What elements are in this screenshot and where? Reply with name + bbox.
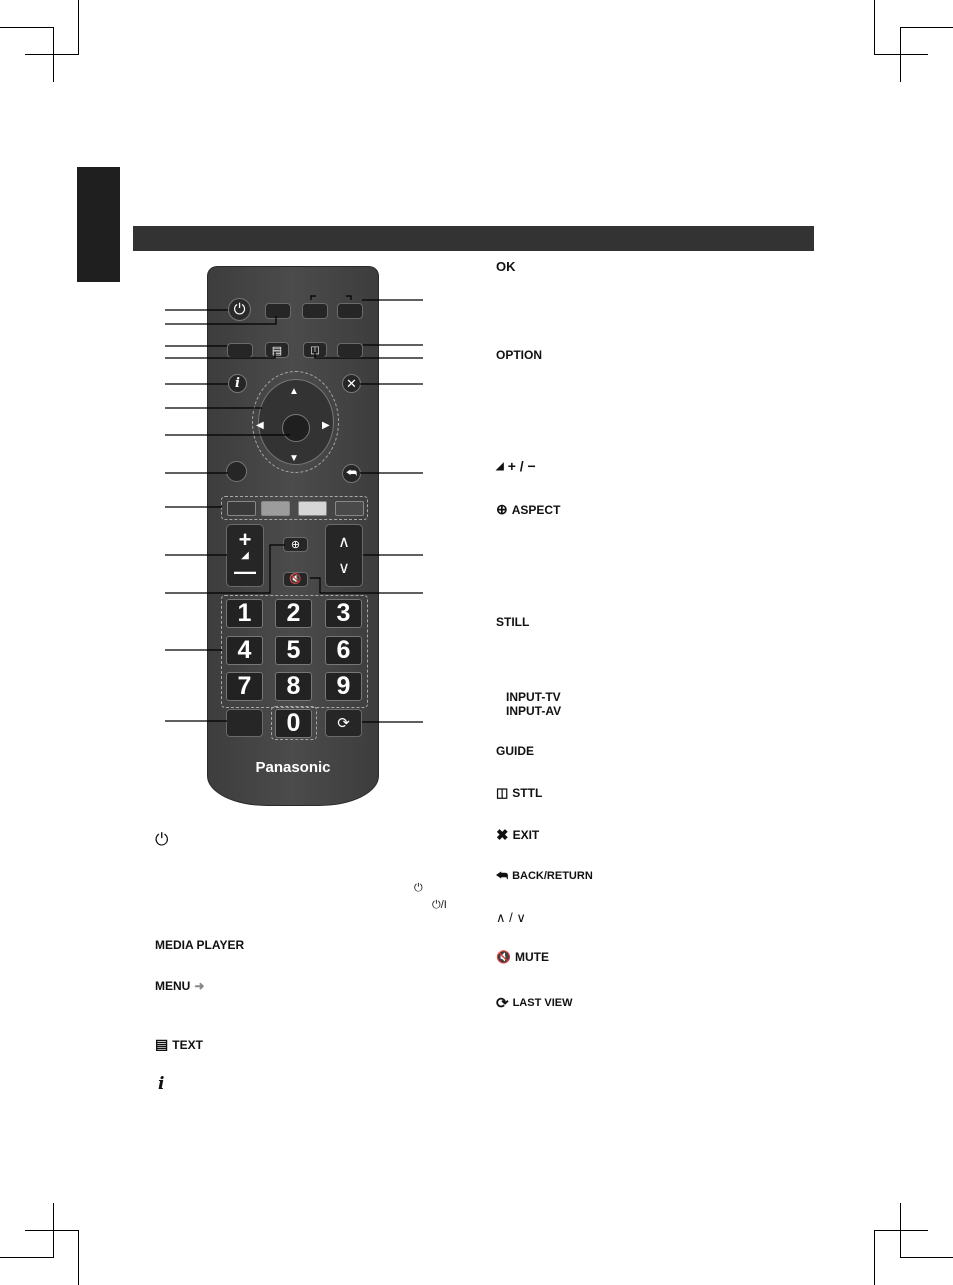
label-aspect [496, 501, 560, 518]
info-icon: i [235, 376, 240, 391]
label-mute-text: MUTE [514, 950, 549, 964]
arrow-right-icon: ➜ [194, 979, 205, 993]
last-view-icon: ⟳ [337, 715, 350, 732]
label-exit [496, 826, 539, 844]
back-return-icon: ⮪ [345, 466, 358, 480]
label-exit-text: EXIT [512, 828, 540, 842]
label-last-view [496, 994, 572, 1012]
volume-wedge-icon: ◢ [496, 460, 504, 472]
number-key-8[interactable]: 8 [275, 672, 312, 701]
number-key-3[interactable]: 3 [325, 599, 362, 628]
label-menu [155, 979, 204, 993]
number-key-6[interactable]: 6 [325, 636, 362, 665]
label-input-av: INPUT-AV [506, 704, 562, 718]
label-media-player: MEDIA PLAYER [155, 938, 245, 952]
label-ok: OK [496, 259, 516, 274]
number-key-7[interactable]: 7 [226, 672, 263, 701]
aspect-icon: ⊕ [496, 501, 508, 517]
channel-up-icon: ∧ [338, 533, 350, 551]
exit-icon: ✕ [346, 375, 357, 391]
label-sttl [496, 785, 542, 801]
aspect-icon: ⊕ [290, 539, 301, 551]
mute-icon: 🔇 [496, 950, 511, 964]
label-volume [496, 458, 536, 474]
standby-switch-symbol: ⏻/I [432, 899, 447, 911]
label-option: OPTION [496, 348, 543, 362]
cursor-left-icon[interactable]: ◀ [256, 420, 264, 431]
volume-down-icon: — [234, 558, 256, 584]
subtitle-icon: ◫ [496, 785, 509, 800]
subtitle-icon: ◫ [310, 344, 320, 356]
brand-logo: Panasonic [255, 759, 331, 776]
label-aspect-text: ASPECT [511, 502, 561, 517]
last-view-icon: ⟳ [496, 995, 509, 1012]
label-input-tv: INPUT-TV [506, 690, 561, 704]
label-back-return-text: BACK/RETURN [512, 870, 593, 882]
label-menu-text: MENU [155, 979, 191, 993]
cursor-right-icon[interactable]: ▶ [322, 420, 330, 431]
label-last-view-text: LAST VIEW [512, 997, 573, 1009]
mute-icon: 🔇 [289, 574, 302, 585]
volume-wedge-icon: ◢ [241, 549, 249, 561]
info-icon: i [158, 1074, 165, 1094]
label-input [506, 690, 561, 718]
exit-icon: ✖ [496, 827, 509, 844]
number-key-5[interactable]: 5 [275, 636, 312, 665]
text-icon: ▤ [271, 344, 283, 357]
cursor-up-icon[interactable]: ▲ [289, 386, 299, 397]
label-mute [496, 950, 549, 964]
label-text-text: TEXT [172, 1037, 203, 1052]
volume-plus-minus: + / − [507, 458, 536, 474]
standby-symbol-small: ⏻ [414, 882, 423, 894]
label-channel: ∧ / ∨ [496, 910, 526, 925]
text-icon: ▤ [155, 1036, 169, 1052]
number-key-4[interactable]: 4 [226, 636, 263, 665]
power-icon: ⏻ [233, 301, 246, 318]
label-text [155, 1036, 203, 1053]
volume-up-icon: + [238, 526, 252, 552]
number-key-9[interactable]: 9 [325, 672, 362, 701]
label-guide: GUIDE [496, 744, 535, 758]
back-return-icon: ⮪ [496, 868, 509, 883]
number-key-0[interactable]: 0 [275, 709, 312, 738]
number-key-2[interactable]: 2 [275, 599, 312, 628]
label-standby: ⏻ [155, 830, 169, 849]
label-back-return [496, 868, 593, 884]
number-key-1[interactable]: 1 [226, 599, 263, 628]
cursor-down-icon[interactable]: ▼ [289, 453, 299, 464]
label-sttl-text: STTL [512, 786, 543, 800]
label-info [158, 1074, 164, 1094]
channel-down-icon: ∨ [338, 559, 350, 577]
label-still: STILL [496, 615, 530, 629]
